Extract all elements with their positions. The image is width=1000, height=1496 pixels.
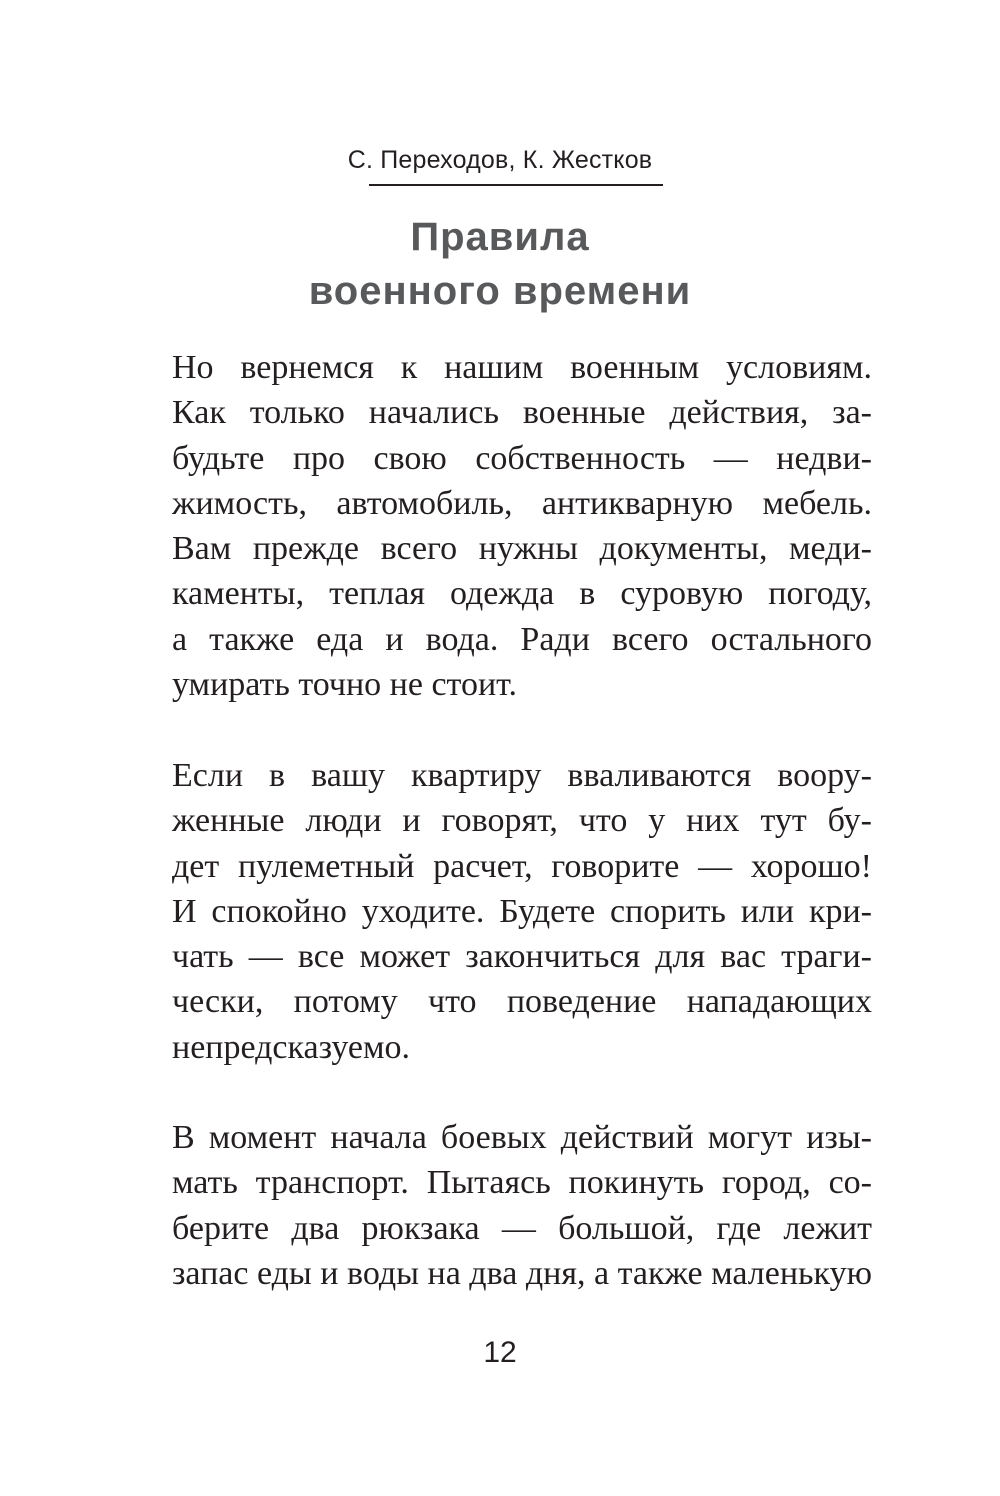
chapter-title-line-2: военного времени	[308, 269, 692, 313]
text-line: Вам прежде всего нужны документы, меди-	[172, 530, 872, 568]
text-line: будьте про свою собственность — недви-	[172, 439, 872, 477]
chapter-title	[0, 210, 1000, 318]
text-line: берите два рюкзака — большой, где лежит	[172, 1209, 872, 1247]
page-number: 12	[483, 1336, 517, 1369]
text-line: запас еды и воды на два дня, а также маленькую	[172, 1254, 872, 1292]
text-line: женные люди и говорят, что у них тут бу-	[172, 802, 872, 840]
paragraph-1	[172, 345, 872, 707]
paragraph-3	[172, 1115, 872, 1296]
text-line: Если в вашу квартиру вваливаются воору-	[172, 757, 872, 794]
text-line: Как только начались военные действия, за-	[172, 394, 872, 432]
text-line: Но вернемся к нашим военным условиям.	[172, 349, 872, 386]
text-line: дет пулеметный расчет, говорите — хорошо!	[172, 847, 872, 885]
running-head-rule	[369, 184, 663, 186]
text-line: мать транспорт. Пытаясь покинуть город, со-	[172, 1164, 872, 1202]
text-line: каменты, теплая одежда в суровую погоду,	[172, 575, 872, 613]
running-head-authors: С. Переходов, К. Жестков	[347, 146, 653, 174]
text-line: непредсказуемо.	[172, 1028, 410, 1066]
paragraph-2	[172, 753, 872, 1070]
text-line: В момент начала боевых действий могут изы-	[172, 1119, 872, 1156]
text-line: И спокойно уходите. Будете спорить или кри-	[172, 892, 872, 930]
text-line: а также еда и вода. Ради всего остального	[172, 620, 872, 658]
text-line: чать — все может закончиться для вас траги-	[172, 938, 872, 976]
text-line: умирать точно не стоит.	[172, 666, 517, 704]
chapter-title-line-1: Правила	[410, 215, 590, 259]
text-line: чески, потому что поведение нападающих	[172, 983, 872, 1021]
text-line: жимость, автомобиль, антикварную мебель.	[172, 484, 872, 522]
